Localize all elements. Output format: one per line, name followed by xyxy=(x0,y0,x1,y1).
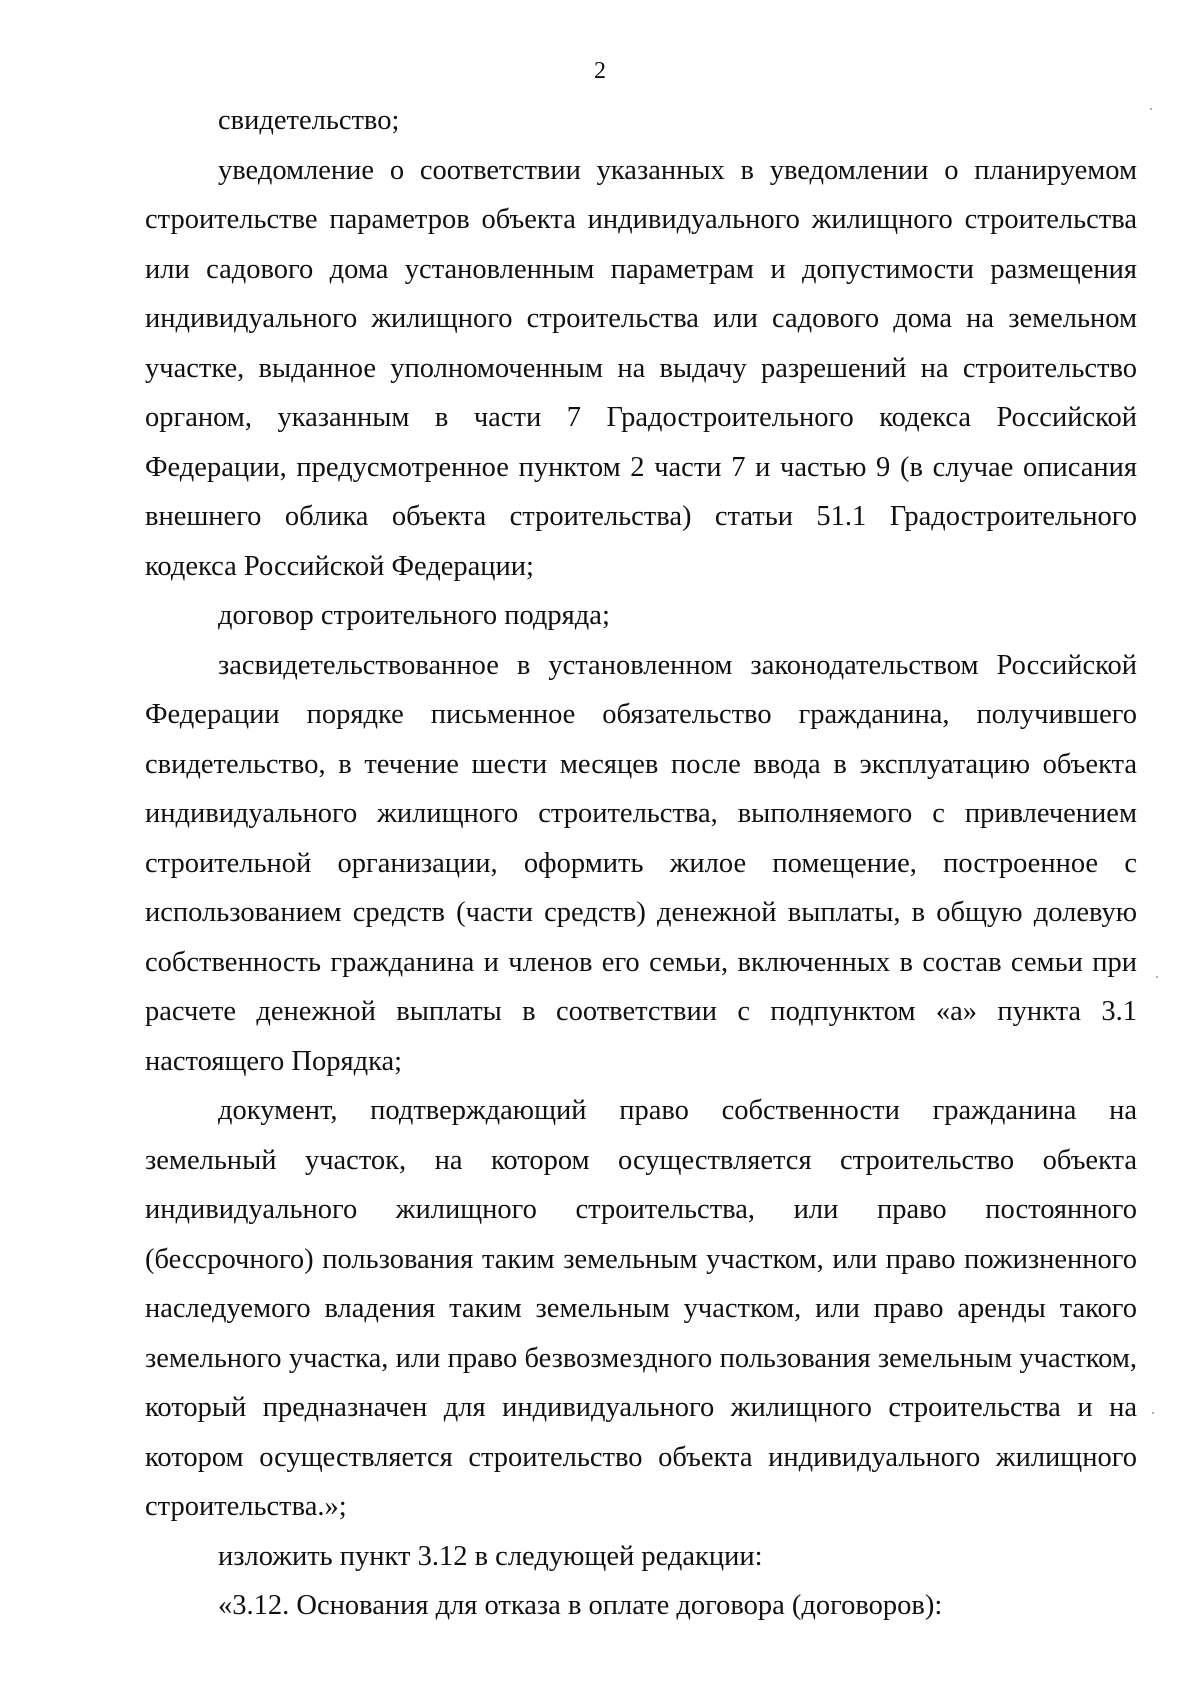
paragraph-construction-contract: договор строительного подряда; xyxy=(218,600,610,631)
page-number: 2 xyxy=(594,58,606,84)
paragraph-written-obligation: засвидетельствованное в установленном законодательством Российской Федерации порядке письменное обязательство гражданина, получившего свидетельство, в течение шести месяцев после ввода в эксплуатацию объекта индивидуального жилищного строительства, выполняемого с привлечением строительной организации, оформить жилое помещение, построенное с использованием средств (части средств) денежной выплаты, в общую долевую собственность гражданина и членов его семьи, включенных в состав семьи при расчете денежной выплаты в соответствии с подпунктом «а» пункта 3.1 настоящего Порядка; xyxy=(145,649,1137,1077)
scan-speck xyxy=(1150,108,1152,110)
paragraph-amend-clause: изложить пункт 3.12 в следующей редакции: xyxy=(218,1540,763,1572)
document-body xyxy=(145,96,1137,1631)
scan-speck xyxy=(1156,976,1158,978)
scan-speck xyxy=(1152,1412,1154,1414)
paragraph-clause-3-12: «3.12. Основания для отказа в оплате договора (договоров): xyxy=(218,1590,943,1621)
paragraph-notification: уведомление о соответствии указанных в уведомлении о планируемом строительстве параметров объекта индивидуального жилищного строительства или садового дома установленным параметрам и допустимости размещения индивидуального жилищного строительства или садового дома на земельном участке, выданное уполномоченным на выдачу разрешений на строительство органом, указанным в части 7 Градостроительного кодекса Российской Федерации, предусмотренное пунктом 2 части 7 и частью 9 (в случае описания внешнего облика объекта строительства) статьи 51.1 Градостроительного кодекса Российской Федерации; xyxy=(145,154,1137,582)
paragraph-land-ownership-document: документ, подтверждающий право собственности гражданина на земельный участок, на котором осуществляется строительство объекта индивидуального жилищного строительства, или право постоянного (бессрочного) пользования таким земельным участком, или право пожизненного наследуемого владения таким земельным участком, или право аренды такого земельного участка, или право безвозмездного пользования земельным участком, который предназначен для индивидуального жилищного строительства и на котором осуществляется строительство объекта индивидуального жилищного строительства.»; xyxy=(145,1095,1137,1522)
paragraph-certificate: свидетельство; xyxy=(218,105,400,136)
